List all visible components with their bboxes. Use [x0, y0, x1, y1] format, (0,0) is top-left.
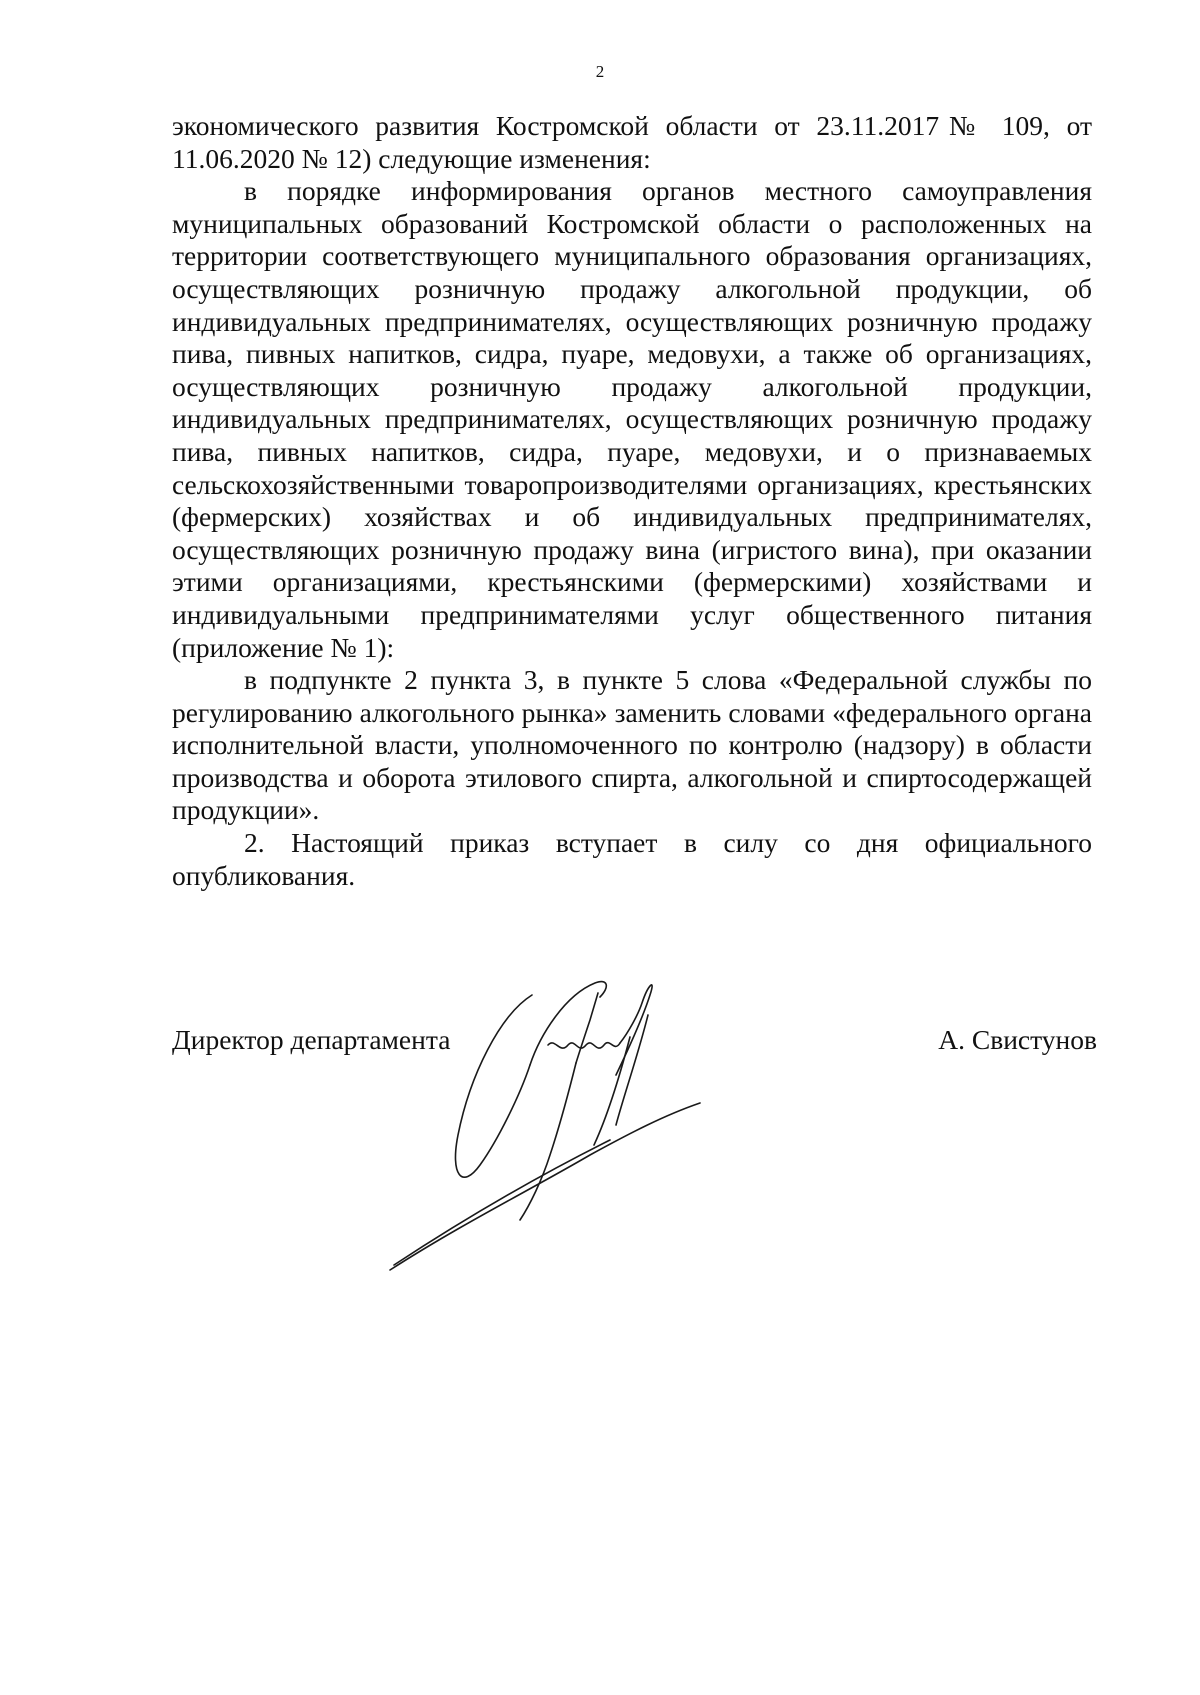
paragraph-intro-continuation: экономического развития Костромской области от 23.11.2017№ 109, от 11.06.2020 № 12) следующие изменения:	[172, 110, 1092, 174]
handwritten-signature	[380, 975, 740, 1275]
document-body	[172, 110, 1092, 892]
page-number: 2	[595, 62, 605, 81]
signatory-title: Директор департамента	[172, 1024, 451, 1055]
signatory-name: А. Свистунов	[938, 1024, 1097, 1055]
paragraph-informing-procedure: в порядке информирования органов местного самоуправления муниципальных образований Костромской области о расположенных на территории соответствующего муниципального образования организациях, осуществляющих розничную продажу алкогольной продукции, об индивидуальных предпринимателях, осуществляющих розничную продажу пива, пивных напитков, сидра, пуаре, медовухи, а также об организациях, осуществляющих розничную продажу алкогольной продукции, индивидуальных предпринимателях, осуществляющих розничную продажу пива, пивных напитков, сидра, пуаре, медовухи, и о признаваемых сельскохозяйственными товаропроизводителями организациях, крестьянских (фермерских) хозяйствах и об индивидуальных предпринимателях, осуществляющих розничную продажу вина (игристого вина), при оказании этими организациями, крестьянскими (фермерскими) хозяйствами и индивидуальными предпринимателями услуг общественного питания (приложение № 1):	[172, 175, 1092, 663]
paragraph-effective-date: 2. Настоящий приказ вступает в силу со дня официального опубликования.	[172, 827, 1092, 891]
paragraph-subclause-replacement: в подпункте 2 пункта 3, в пункте 5 слова «Федеральной службы по регулированию алкогольного рынка» заменить словами «федерального органа исполнительной власти, уполномоченного по контролю (надзору) в области производства и оборота этилового спирта, алкогольной и спиртосодержащей продукции».	[172, 664, 1092, 826]
